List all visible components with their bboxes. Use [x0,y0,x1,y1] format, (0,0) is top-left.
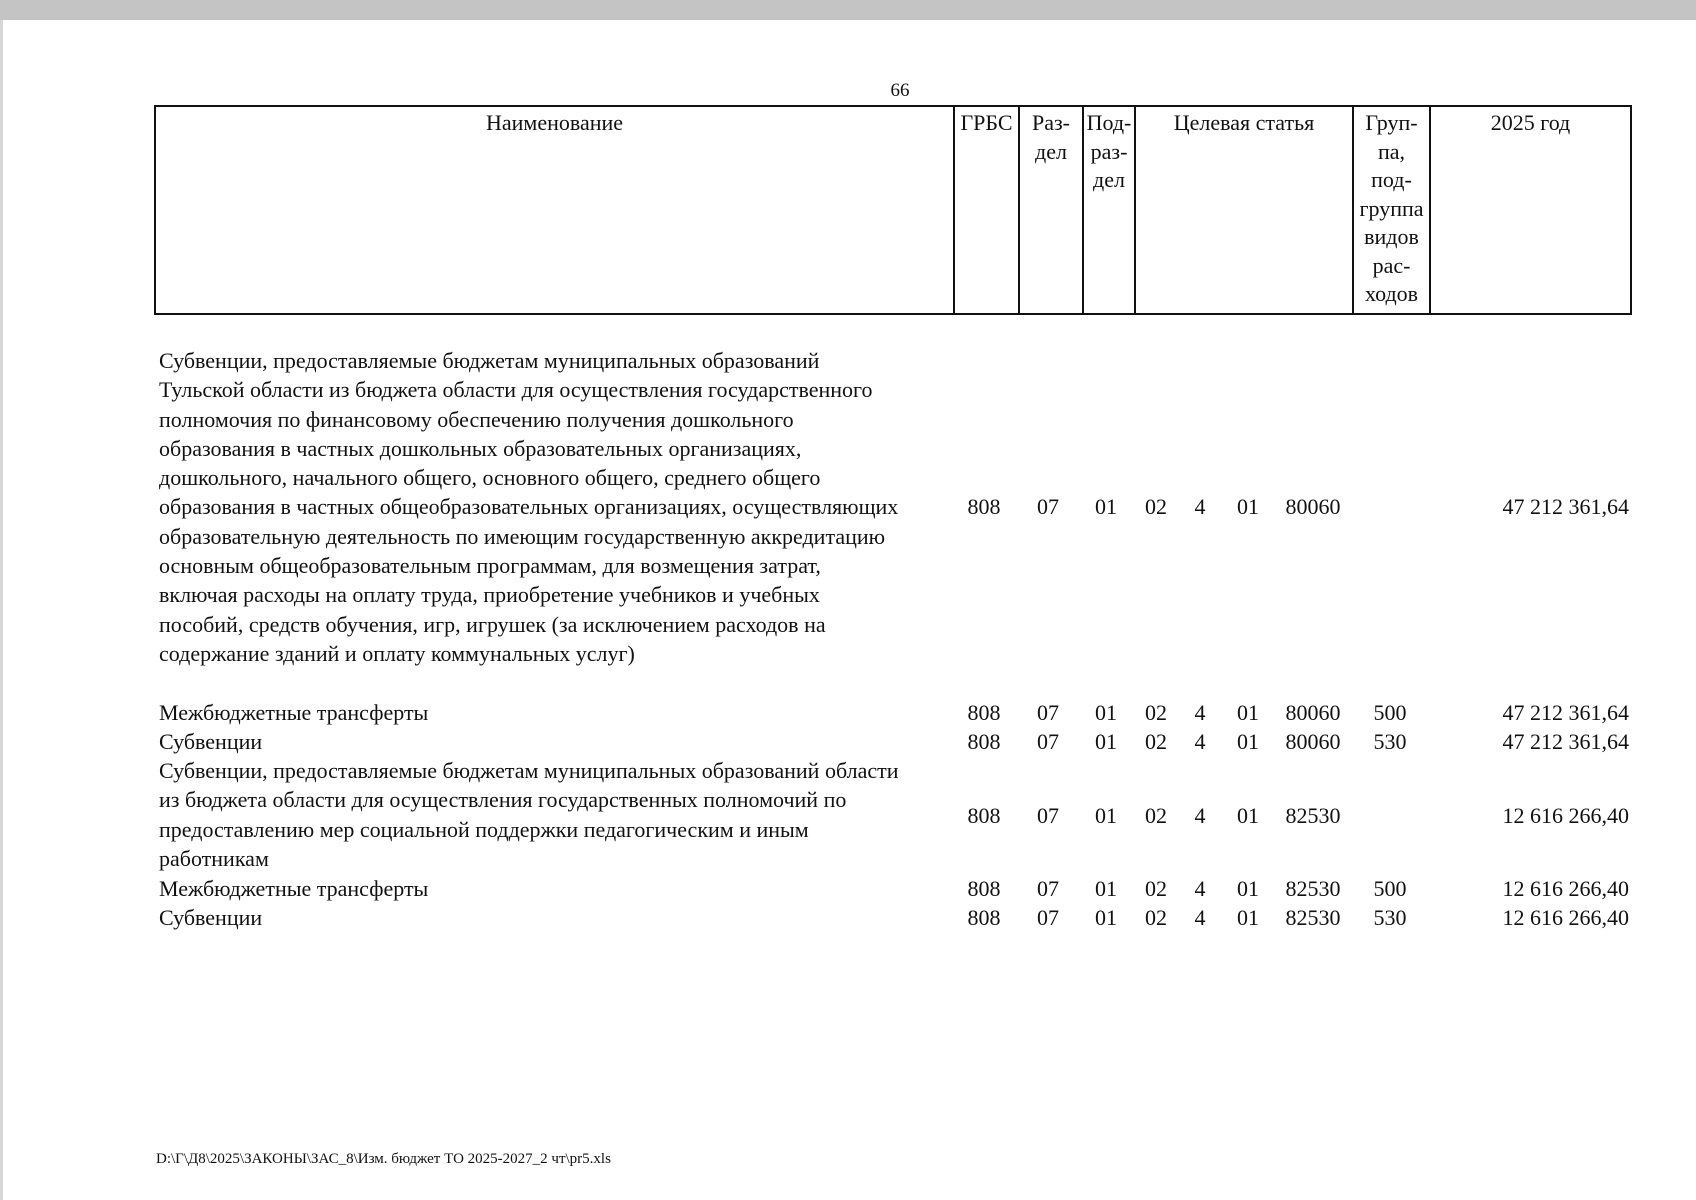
scan-border-top [0,0,1696,20]
cell-target-3: 01 [1237,700,1259,725]
description-line: предоставлению мер социальной поддержки педагогическим и иным [159,816,809,842]
header-group-line: под- [1371,167,1412,192]
header-year-label: 2025 год [1490,110,1571,135]
cell-target-4: 80060 [1285,700,1341,725]
description-line: Субвенции, предоставляемые бюджетам муниципальных образований [159,348,820,373]
cell-razdel: 07 [1037,876,1059,901]
cell-amount: 47 212 361,64 [1502,494,1629,519]
cell-target-3: 01 [1237,876,1259,901]
description-line: Тульской области из бюджета области для осуществления государственного [159,377,873,403]
cell-podrazdel: 01 [1095,700,1117,725]
header-group-line: группа [1359,195,1424,221]
cell-target-1: 02 [1145,729,1167,754]
header-group-line: рас- [1372,252,1411,278]
cell-target-3: 01 [1237,494,1259,519]
cell-target-3: 01 [1237,803,1259,828]
cell-amount: 12 616 266,40 [1502,803,1629,828]
header-podrazdel-line: раз- [1090,138,1128,164]
header-group-line: ходов [1364,281,1419,306]
header-group-line: па, [1377,138,1406,164]
cell-target-1: 02 [1145,700,1167,725]
cell-podrazdel: 01 [1095,803,1117,828]
description-line: из бюджета области для осуществления государственных полномочий по [159,787,847,813]
header-group-line: Груп- [1365,110,1418,135]
cell-target-2: 4 [1194,700,1206,725]
header-podrazdel-line: дел [1093,167,1125,192]
cell-grbs: 808 [967,700,1001,725]
cell-grbs: 808 [967,494,1001,519]
table-row-description [159,346,949,668]
description-line: Субвенции, предоставляемые бюджетам муниципальных образований области [159,758,899,783]
cell-group: 530 [1373,905,1407,930]
header-razdel-line: Раз- [1031,110,1071,135]
cell-razdel: 07 [1037,905,1059,930]
description-line: пособий, средств обучения, игр, игрушек (за исключением расходов на [159,611,826,637]
header-grbs-label: ГРБС [960,110,1013,135]
cell-podrazdel: 01 [1095,876,1117,901]
header-group-line: видов [1364,224,1419,249]
description-line: включая расходы на оплату труда, приобретение учебников и учебных [159,582,820,608]
cell-grbs: 808 [967,905,1001,930]
cell-razdel: 07 [1037,729,1059,754]
cell-razdel: 07 [1037,700,1059,725]
header-razdel [1018,107,1082,313]
cell-target-2: 4 [1194,729,1206,754]
cell-target-1: 02 [1145,494,1167,519]
cell-amount: 47 212 361,64 [1502,700,1629,725]
cell-target-1: 02 [1145,905,1167,930]
description-line: дошкольного, начального общего, основного общего, среднего общего [159,465,821,491]
cell-group: 500 [1373,876,1407,901]
description-line: полномочия по финансовому обеспечению получения дошкольного [159,406,794,432]
header-podrazdel-line: Под- [1086,110,1132,135]
description-line: содержание зданий и оплату коммунальных услуг) [159,640,635,666]
cell-razdel: 07 [1037,803,1059,828]
page-number: 66 [890,80,910,101]
cell-grbs: 808 [967,876,1001,901]
header-razdel-line: дел [1035,138,1067,164]
cell-target-2: 4 [1194,803,1206,828]
header-name-label: Наименование [485,110,624,135]
cell-group: 530 [1373,729,1407,754]
cell-target-3: 01 [1237,729,1259,754]
description-line: основным общеобразовательным программам, для возмещения затрат, [159,553,821,579]
cell-amount: 47 212 361,64 [1502,729,1629,754]
cell-target-4: 80060 [1285,494,1341,519]
cell-podrazdel: 01 [1095,905,1117,930]
cell-target-4: 80060 [1285,729,1341,754]
cell-target-2: 4 [1194,494,1206,519]
header-target-label: Целевая статья [1173,110,1315,135]
table-row-description: Межбюджетные трансферты [159,876,429,901]
header-grbs [953,107,1018,313]
header-group [1352,107,1429,313]
table-row-description [159,756,949,873]
header-year [1429,107,1630,313]
cell-grbs: 808 [967,729,1001,754]
cell-grbs: 808 [967,803,1001,828]
table-row-description: Субвенции [159,905,263,930]
cell-group: 500 [1373,700,1407,725]
table-row-description: Межбюджетные трансферты [159,700,429,725]
header-podrazdel [1082,107,1134,313]
table-row-description: Субвенции [159,729,263,754]
cell-amount: 12 616 266,40 [1502,905,1629,930]
cell-target-1: 02 [1145,803,1167,828]
cell-amount: 12 616 266,40 [1502,876,1629,901]
cell-razdel: 07 [1037,494,1059,519]
scan-border-left [0,20,3,1200]
cell-target-4: 82530 [1285,803,1341,828]
cell-target-2: 4 [1194,905,1206,930]
header-target [1134,107,1352,313]
description-line: работникам [159,845,269,871]
description-line: образовательную деятельность по имеющим государственную аккредитацию [159,523,886,549]
description-line: образования в частных общеобразовательных организациях, осуществляющих [159,494,899,520]
footer-file-path: D:\Г\Д8\2025\ЗАКОНЫ\ЗАС_8\Изм. бюджет ТО 2025-2027_2 чт\pr5.xls [156,1151,611,1167]
cell-target-3: 01 [1237,905,1259,930]
cell-target-4: 82530 [1285,905,1341,930]
cell-podrazdel: 01 [1095,494,1117,519]
cell-podrazdel: 01 [1095,729,1117,754]
table-header [154,105,1632,315]
description-line: образования в частных дошкольных образовательных организациях, [159,435,802,461]
cell-target-1: 02 [1145,876,1167,901]
cell-target-2: 4 [1194,876,1206,901]
cell-target-4: 82530 [1285,876,1341,901]
header-name [156,107,953,313]
